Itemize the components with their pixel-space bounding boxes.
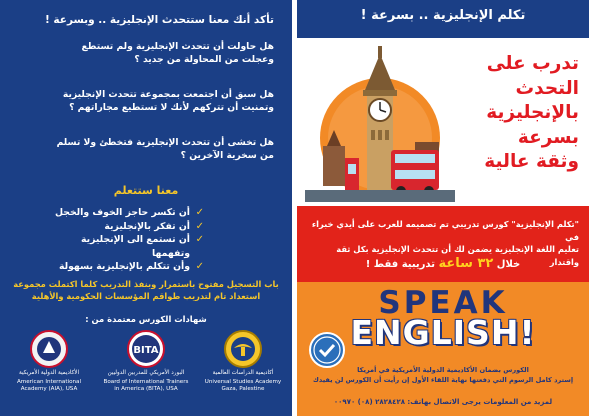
seal-caption-en: Universal Studies Academy Gaza, Palestine — [204, 379, 282, 392]
duration — [297, 256, 589, 271]
benefit-text: أن تستمع الى الإنجليزية وتفهمها — [80, 234, 190, 259]
left-headline: تأكد أنك معنا ستتحدث الإنجليزية .. وبسرعة ! — [44, 14, 274, 26]
benefit-text: وأن تتكلم بالإنجليزية بسهولة — [58, 261, 190, 272]
check-icon: ✓ — [195, 220, 204, 232]
guarantee-badge-icon — [309, 332, 345, 368]
seal-bita — [101, 330, 191, 393]
eagle-seal-icon — [224, 330, 262, 368]
benefit-text: أن تفكر بالإنجليزية — [104, 220, 190, 232]
contact-line: لمزيد من المعلومات يرجى الاتصال بهاتف: ٢٨٢٨٤٢٨ (٠٨) ٠٠٩٧٠ — [333, 398, 553, 406]
benefits-list — [54, 206, 204, 274]
aia-seal-icon — [30, 330, 68, 368]
benefit-text: أن تكسر حاجز الخوف والخجل — [54, 207, 190, 218]
intro-line: "تكلم الإنجليزية" كورس تدريبي تم تصميمه للعرب على أيدي خبراء في — [311, 219, 579, 242]
check-icon: ✓ — [195, 207, 204, 218]
question-3 — [12, 136, 274, 162]
list-item — [54, 233, 204, 260]
seal-caption-ar: البورد الأمريكي للمدربين الدوليين — [107, 370, 185, 376]
slogan — [449, 52, 579, 175]
list-item — [54, 220, 204, 234]
seal-caption-ar: أكاديمية الدراسات العالمية — [212, 370, 274, 376]
right-top-bar — [297, 0, 589, 38]
slogan-line: تدرب على — [486, 53, 579, 74]
slogan-line: التحدث — [515, 77, 579, 99]
seal-usa — [198, 330, 288, 393]
brand-speak: SPEAK — [378, 285, 508, 321]
bita-seal-icon — [127, 330, 165, 368]
hero-section — [297, 38, 589, 206]
guarantee-text — [305, 366, 581, 385]
duration-prefix: خلال — [496, 259, 521, 270]
intro-section — [297, 206, 589, 282]
slogan-line: وثقة عالية — [484, 151, 579, 172]
left-subheading: معنا ستتعلم — [113, 184, 179, 197]
intro-line: تعليم اللغة الإنجليزية يضمن لك أن تتحدث الإنجليزية بكل ثقة واقتدار — [336, 244, 579, 267]
guarantee-line: إسترد كامل الرسوم التي دفعتها نهاية اللقاء الأول إن رأيت أن الكورس لن يفيدك — [312, 375, 574, 384]
certificates-title: شهادات الكورس معتمدة من : — [85, 314, 207, 324]
duration-highlight: ٣٢ ساعة — [438, 256, 494, 271]
london-illustration-icon — [305, 46, 455, 202]
seal-caption-ar: الأكاديمية الدولية الأمريكية — [18, 370, 80, 376]
note-line: باب التسجيل مفتوح باستمرار وبنفذ التدريب كلما اكتملت مجموعة — [13, 279, 279, 289]
question-line: هل تخشى أن تتحدث الإنجليزية فتخطئ ولا تسلم — [56, 137, 274, 148]
registration-note — [8, 278, 284, 302]
duration-suffix: تدريبية فقط ! — [365, 259, 435, 270]
check-icon: ✓ — [195, 261, 204, 272]
question-1 — [12, 40, 274, 66]
question-line: وتمنيت أن تتركهم لأنك لا تستطيع مجاراتهم ؟ — [69, 102, 274, 113]
seal-caption-en: American International Academy (AIA), USA — [16, 379, 82, 392]
list-item — [54, 260, 204, 274]
question-line: من سخرية الآخرين ؟ — [180, 150, 274, 161]
slogan-line: بالإنجليزية — [486, 102, 579, 123]
left-panel — [0, 0, 292, 416]
slogan-line: بسرعة — [517, 126, 579, 148]
seal-aia — [4, 330, 94, 393]
bita-mark: BITA — [133, 345, 159, 356]
question-line: هل حاولت أن تتحدث الإنجليزية ولم تستطع — [81, 41, 274, 52]
note-line: استعداد تام لتدريب طواقم المؤسسات الحكومية والأهلية — [31, 291, 261, 301]
guarantee-line: الكورس بضمان الأكاديمية الدولية الأمريكية في أمريكا — [357, 366, 529, 374]
question-line: وعجلت من المحاولة من جديد ؟ — [134, 54, 274, 65]
right-top-title: تكلم الإنجليزية .. بسرعة ! — [360, 8, 526, 23]
brand-english: ENGLISH! — [350, 313, 536, 352]
list-item — [54, 206, 204, 220]
question-line: هل سبق أن اجتمعت بمجموعة تتحدث الإنجليزية — [62, 89, 274, 100]
right-panel — [297, 0, 589, 416]
check-icon: ✓ — [195, 234, 204, 245]
seal-caption-en: Board of International Trainers in America (BITA), USA — [103, 379, 189, 392]
question-2 — [12, 88, 274, 114]
brand-section — [297, 282, 589, 416]
